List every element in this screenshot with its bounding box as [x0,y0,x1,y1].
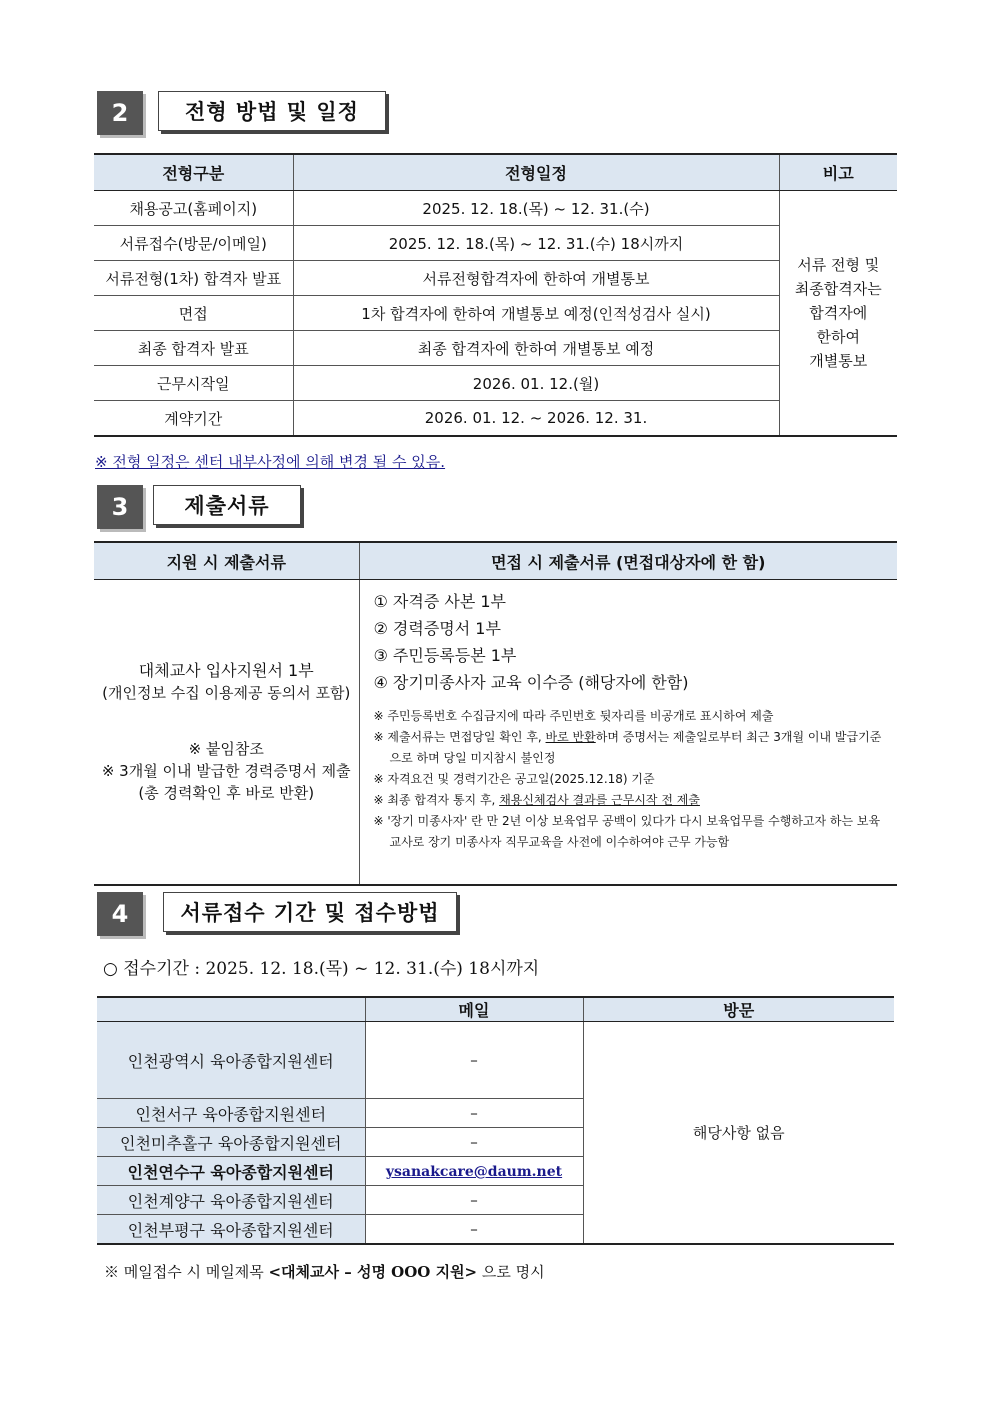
stage-cell: 서류전형(1차) 합격자 발표 [94,261,293,296]
application-docs-cell [94,580,359,886]
section-number: 4 [97,892,143,936]
mail-cell: – [365,1128,583,1157]
column-header: 비고 [779,154,897,191]
schedule-cell: 최종 합격자에 한하여 개별통보 예정 [293,331,779,366]
center-name: 인천광역시 육아종합지원센터 [97,1022,365,1099]
schedule-cell: 2025. 12. 18.(목) ~ 12. 31.(수) 18시까지 [293,226,779,261]
center-name: 인천미추홀구 육아종합지원센터 [97,1128,365,1157]
section-2-header [97,91,387,135]
table-row [94,191,897,226]
section-title: 서류접수 기간 및 접수방법 [163,892,457,932]
remark-line: 합격자에 [809,304,868,322]
section-number: 2 [97,91,143,135]
career-cert-note: ※ 3개월 이내 발급한 경력증명서 제출 [101,762,351,780]
column-header [97,997,365,1022]
column-header: 전형일정 [293,154,779,191]
schedule-cell: 1차 합격자에 한하여 개별통보 예정(인적성검사 실시) [293,296,779,331]
schedule-cell: 2026. 01. 12. ~ 2026. 12. 31. [293,401,779,437]
visit-cell: 해당사항 없음 [583,1022,894,1245]
career-cert-subnote: (총 경력확인 후 바로 반환) [138,784,315,802]
list-item: ② 경력증명서 1부 [373,619,501,638]
column-header: 방문 [583,997,894,1022]
column-header: 지원 시 제출서류 [94,542,359,580]
table-row [94,401,897,437]
interview-notes [374,706,888,853]
stage-cell: 최종 합격자 발표 [94,331,293,366]
table-row [94,366,897,401]
schedule-cell: 2025. 12. 18.(목) ~ 12. 31.(수) [293,191,779,226]
stage-cell: 서류접수(방문/이메일) [94,226,293,261]
stage-cell: 채용공고(홈페이지) [94,191,293,226]
table-row [94,296,897,331]
mail-cell: – [365,1022,583,1099]
note-line: ※ 제출서류는 면접당일 확인 후, 바로 반환하며 증명서는 제출일로부터 최근 3개월 이내 발급기준으로 하며 당일 미지참시 불인정 [373,730,882,765]
attachment-reference: ※ 붙임참조 [188,740,264,758]
remark-line: 한하여 [816,328,860,346]
stage-cell: 면접 [94,296,293,331]
stage-cell: 계약기간 [164,409,223,428]
note-line: ※ 자격요건 및 경력기간은 공고일(2025.12.18) 기준 [373,772,655,786]
column-header: 메일 [365,997,583,1022]
list-item: ① 자격증 사본 1부 [373,592,507,611]
center-name: 인천서구 육아종합지원센터 [97,1099,365,1128]
schedule-cell: 서류전형합격자에 한하여 개별통보 [293,261,779,296]
note-line: ※ '장기 미종사자' 란 만 2년 이상 보육업무 공백이 있다가 다시 보육업무를 수행하고자 하는 보육교사로 장기 미종사자 직무교육을 사전에 이수하여야 근무 가능함 [373,814,881,849]
application-form-note: (개인정보 수집 이용제공 동의서 포함) [102,684,351,702]
section-title: 전형 방법 및 일정 [158,91,386,131]
center-name: 인천연수구 육아종합지원센터 [97,1157,365,1186]
section-3-header [97,485,302,529]
selection-schedule-table [94,153,897,437]
mail-cell [365,1157,583,1186]
remark-line: 개별통보 [809,352,868,370]
mail-cell: – [365,1099,583,1128]
application-form: 대체교사 입사지원서 1부 [138,661,314,680]
mail-subject-footnote: ※ 메일접수 시 메일제목 <대체교사 – 성명 OOO 지원> 으로 명시 [104,1263,545,1281]
note-line: ※ 주민등록번호 수집금지에 따라 주민번호 뒷자리를 비공개로 표시하여 제출 [373,709,774,723]
table-row [97,1022,894,1099]
list-item: ③ 주민등록등본 1부 [373,646,517,665]
table-row [94,261,897,296]
table-row [94,226,897,261]
remark-line: 최종합격자는 [794,280,882,298]
schedule-cell: 2026. 01. 12.(월) [293,366,779,401]
documents-table [94,541,897,886]
note-line: ※ 최종 합격자 통지 후, 채용신체검사 결과를 근무시작 전 제출 [373,793,700,807]
mail-subject-format: <대체교사 – 성명 OOO 지원> [268,1263,478,1281]
interview-docs-cell [359,580,897,886]
column-header: 전형구분 [94,154,293,191]
submission-method-table [97,996,894,1245]
email-link[interactable]: ysanakcare@daum.net [385,1164,563,1180]
table-row [94,331,897,366]
stage-cell: 근무시작일 [94,366,293,401]
list-item: ④ 장기미종사자 교육 이수증 (해당자에 한함) [373,673,689,692]
remark-line: 서류 전형 및 [797,256,880,274]
receipt-period: ○ 접수기간 : 2025. 12. 18.(목) ~ 12. 31.(수) 18시까지 [103,959,540,979]
mail-cell: – [365,1215,583,1245]
section-title: 제출서류 [153,485,301,525]
mail-cell: – [365,1186,583,1215]
section-number: 3 [97,485,143,529]
remark-cell [779,191,897,437]
section-4-header [97,892,459,936]
center-name: 인천계양구 육아종합지원센터 [97,1186,365,1215]
center-name: 인천부평구 육아종합지원센터 [97,1215,365,1245]
schedule-footnote: ※ 전형 일정은 센터 내부사정에 의해 변경 될 수 있음. [95,453,446,471]
column-header: 면접 시 제출서류 (면접대상자에 한 함) [359,542,897,580]
